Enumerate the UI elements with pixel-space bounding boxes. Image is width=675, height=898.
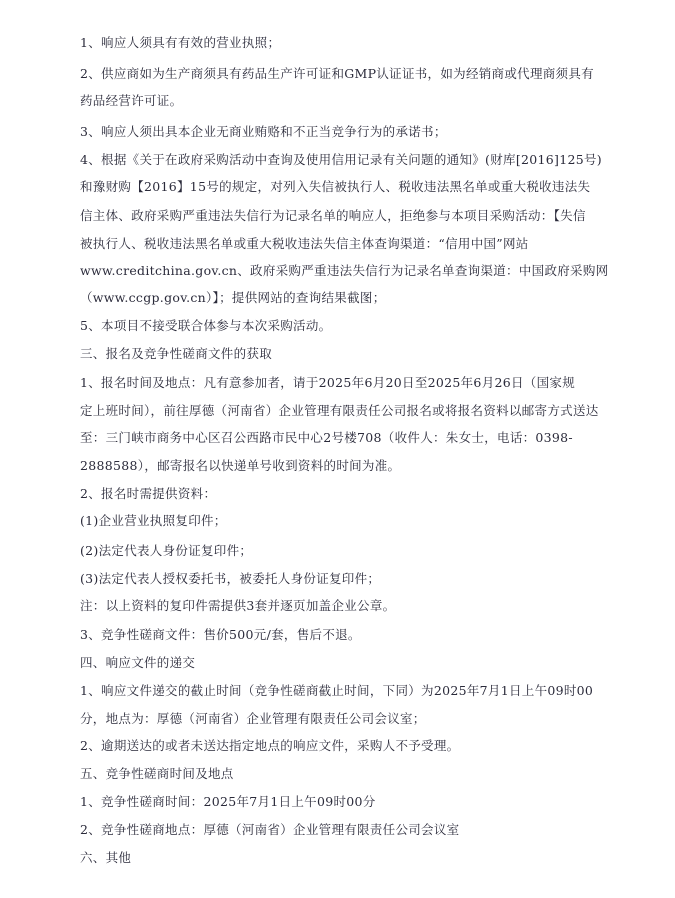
material-2: (2)法定代表人身份证复印件； [80,543,253,558]
submission-line-1: 1、响应文件递交的截止时间（竞争性磋商截止时间，下同）为2025年7月1日上午09时00 [80,683,594,698]
req-4-line-1: 4、根据《关于在政府采购活动中查询及使用信用记录有关问题的通知》(财库[2016]125号) [80,152,602,167]
section-3-heading: 三、报名及竞争性磋商文件的获取 [80,346,273,361]
late-submission: 2、逾期送达的或者未送达指定地点的响应文件，采购人不予受理。 [80,738,460,753]
negotiation-time: 1、竞争性磋商时间：2025年7月1日上午09时00分 [80,794,376,809]
materials-heading: 2、报名时需提供资料： [80,486,217,501]
negotiation-place: 2、竞争性磋商地点：厚德（河南省）企业管理有限责任公司会议室 [80,822,460,837]
req-3: 3、响应人须出具本企业无商业贿赂和不正当竞争行为的承诺书； [80,124,447,139]
material-3: (3)法定代表人授权委托书，被委托人身份证复印件； [80,571,381,586]
section-4-heading: 四、响应文件的递交 [80,655,196,670]
req-1: 1、响应人须具有有效的营业执照； [80,35,281,50]
req-4-line-3: 信主体、政府采购严重违法失信行为记录名单的响应人，拒绝参与本项目采购活动：【失信 [80,208,586,223]
req-2-line-1: 2、供应商如为生产商须具有药品生产许可证和GMP认证证书，如为经销商或代理商须具有 [80,66,594,81]
registration-line-2: 定上班时间），前往厚德（河南省）企业管理有限责任公司报名或将报名资料以邮寄方式送达 [80,403,599,418]
materials-note: 注：以上资料的复印件需提供3套并逐页加盖企业公章。 [80,598,396,613]
req-2-line-2: 药品经营许可证。 [80,93,183,108]
req-4-line-2: 和豫财购【2016】15号的规定，对列入失信被执行人、税收违法黑名单或重大税收违法失 [80,179,591,194]
material-1: (1)企业营业执照复印件； [80,513,227,528]
req-4-line-6: （www.ccgp.gov.cn）】；提供网站的查询结果截图； [80,290,386,305]
req-4-line-5: www.creditchina.gov.cn、政府采购严重违法失信行为记录名单查询渠道：中国政府采购网 [80,263,609,278]
req-5: 5、本项目不接受联合体参与本次采购活动。 [80,318,332,333]
submission-line-2: 分，地点为：厚德（河南省）企业管理有限责任公司会议室； [80,711,426,726]
registration-line-1: 1、报名时间及地点：凡有意参加者，请于2025年6月20日至2025年6月26日（国家规 [80,375,575,390]
req-4-line-4: 被执行人、税收违法黑名单或重大税收违法失信主体查询渠道：“信用中国”网站 [80,236,529,251]
registration-line-3: 至：三门峡市商务中心区召公西路市民中心2号楼708（收件人：朱女士，电话：0398- [80,430,573,445]
section-5-heading: 五、竞争性磋商时间及地点 [80,766,234,781]
document-price: 3、竞争性磋商文件：售价500元/套，售后不退。 [80,627,361,642]
registration-line-4: 2888588），邮寄报名以快递单号收到资料的时间为准。 [80,458,401,473]
section-6-heading: 六、其他 [80,850,132,865]
